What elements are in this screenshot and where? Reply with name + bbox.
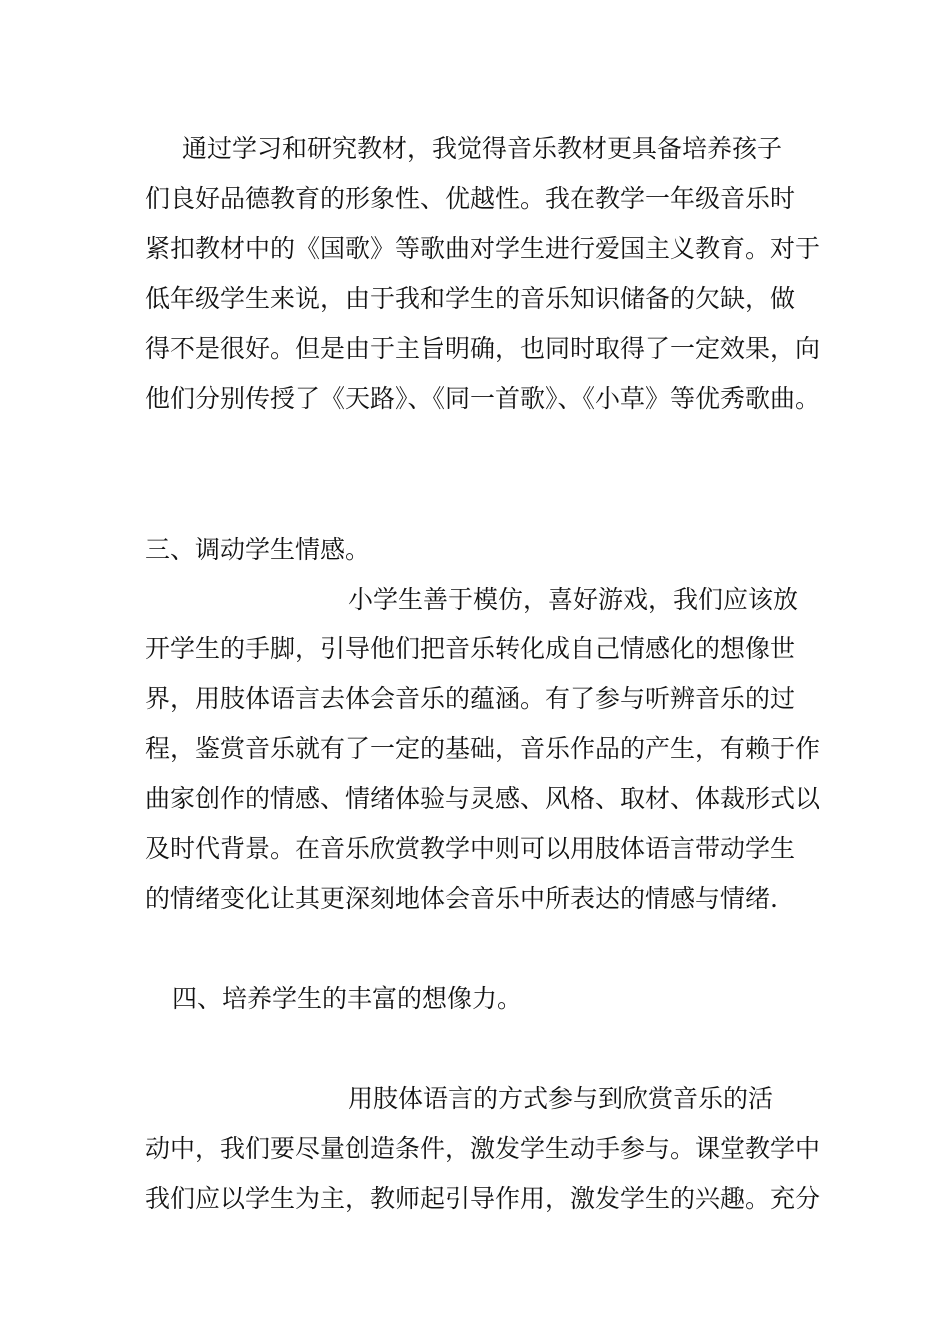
paragraph-line: 通过学习和研究教材，我觉得音乐教材更具备培养孩子 [182, 134, 783, 163]
paragraph-line: 得不是很好。但是由于主旨明确，也同时取得了一定效果，向 [145, 334, 821, 363]
paragraph-line: 的情绪变化让其更深刻地体会音乐中所表达的情感与情绪. [145, 884, 778, 913]
paragraph-line: 曲家创作的情感、情绪体验与灵感、风格、取材、体裁形式以 [145, 784, 821, 813]
paragraph-line: 及时代背景。在音乐欣赏教学中则可以用肢体语言带动学生 [145, 834, 796, 863]
paragraph-line: 低年级学生来说，由于我和学生的音乐知识储备的欠缺，做 [145, 284, 796, 313]
paragraph-line: 紧扣教材中的《国歌》等歌曲对学生进行爱国主义教育。对于 [145, 234, 821, 263]
paragraph-line: 程，鉴赏音乐就有了一定的基础，音乐作品的产生，有赖于作 [145, 734, 821, 763]
paragraph-line: 用肢体语言的方式参与到欣赏音乐的活 [348, 1084, 774, 1113]
paragraph-line: 们良好品德教育的形象性、优越性。我在教学一年级音乐时 [145, 184, 796, 213]
paragraph-line: 动中，我们要尽量创造条件，激发学生动手参与。课堂教学中 [145, 1134, 821, 1163]
section-heading-3: 三、调动学生情感。 [145, 535, 371, 564]
section-heading-4: 四、培养学生的丰富的想像力。 [172, 984, 523, 1013]
paragraph-line: 开学生的手脚，引导他们把音乐转化成自己情感化的想像世 [145, 634, 796, 663]
paragraph-line: 他们分别传授了《天路》、《同一首歌》、《小草》等优秀歌曲。 [145, 384, 821, 413]
paragraph-line: 小学生善于模仿，喜好游戏，我们应该放 [348, 585, 799, 614]
paragraph-line: 界，用肢体语言去体会音乐的蕴涵。有了参与听辨音乐的过 [145, 684, 796, 713]
paragraph-line: 我们应以学生为主，教师起引导作用，激发学生的兴趣。充分 [145, 1184, 821, 1213]
